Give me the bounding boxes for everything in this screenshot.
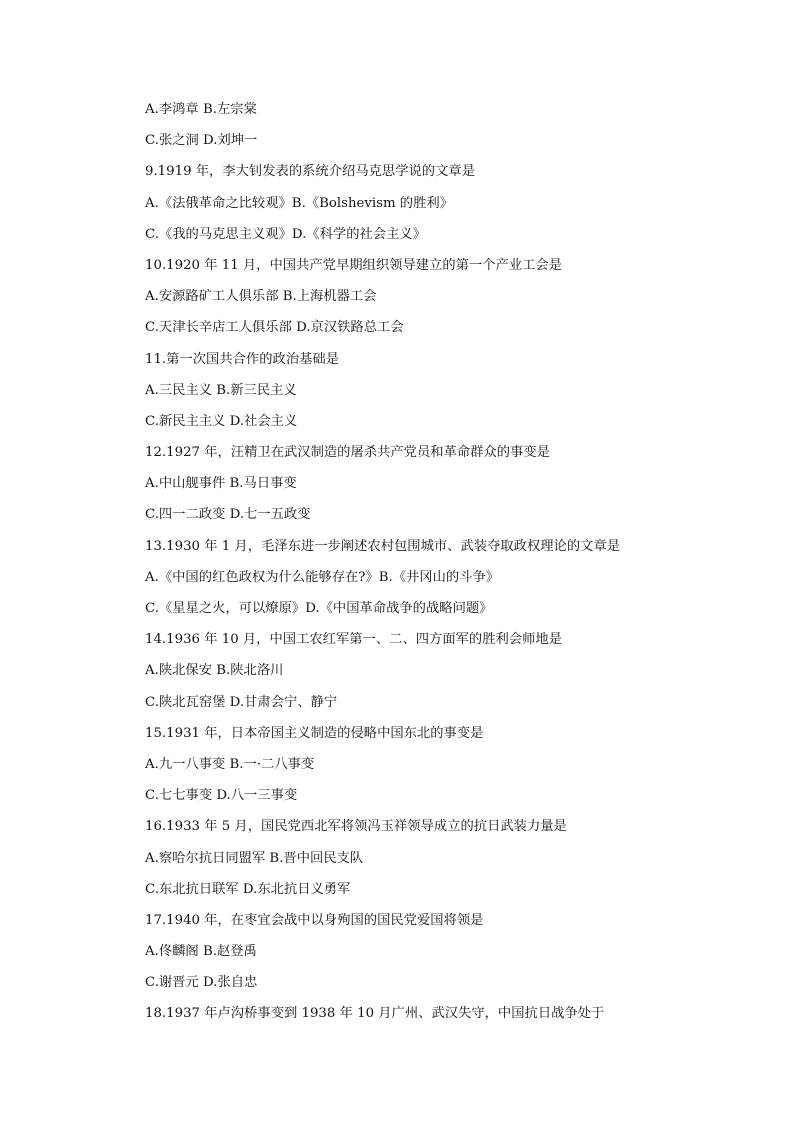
text-line: C.东北抗日联军 D.东北抗日义勇军: [145, 881, 351, 897]
text-line: A.李鸿章 B.左宗棠: [145, 102, 257, 117]
text-line: 17.1940 年，在枣宜会战中以身殉国的国民党爱国将领是: [145, 912, 484, 928]
text-line: 13.1930 年 1 月，毛泽东进一步阐述农村包围城市、武装夺取政权理论的文章是: [145, 538, 621, 554]
text-line: 9.1919 年，李大钊发表的系统介绍马克思学说的文章是: [145, 164, 475, 180]
text-line: A.中山舰事件 B.马日事变: [145, 476, 297, 492]
text-line: C.天津长辛店工人俱乐部 D.京汉铁路总工会: [145, 320, 404, 336]
text-line: A.安源路矿工人俱乐部 B.上海机器工会: [145, 289, 377, 305]
text-line: 18.1937 年卢沟桥事变到 1938 年 10 月广州、武汉失守，中国抗日战争处于: [145, 1006, 605, 1022]
text-line: A.佟麟阁 B.赵登禹: [145, 944, 257, 960]
text-line: A.察哈尔抗日同盟军 B.晋中回民支队: [145, 850, 364, 866]
text-line: A.三民主义 B.新三民主义: [145, 382, 297, 398]
text-line: C.七七事变 D.八一三事变: [145, 788, 298, 804]
text-line: 12.1927 年，汪精卫在武汉制造的屠杀共产党员和革命群众的事变是: [145, 445, 550, 461]
text-line: 16.1933 年 5 月，国民党西北军将领冯玉祥领导成立的抗日武装力量是: [145, 819, 567, 835]
question-text-block: [145, 100, 745, 1036]
text-line: C.张之洞 D.刘坤一: [145, 133, 258, 149]
text-line: A.九一八事变 B.一·二八事变: [145, 756, 315, 772]
text-line: A.《法俄革命之比较观》B.《Bolshevism 的胜利》: [145, 195, 453, 211]
text-line: 10.1920 年 11 月，中国共产党早期组织领导建立的第一个产业工会是: [145, 257, 563, 273]
text-line: C.陕北瓦窑堡 D.甘肃会宁、静宁: [145, 694, 338, 710]
text-line: 11.第一次国共合作的政治基础是: [145, 351, 340, 367]
text-line: C.新民主主义 D.社会主义: [145, 413, 298, 429]
text-line: A.《中国的红色政权为什么能够存在?》B.《井冈山的斗争》: [145, 569, 500, 585]
text-line: C.《星星之火，可以燎原》D.《中国革命战争的战略问题》: [145, 601, 493, 616]
text-line: 15.1931 年，日本帝国主义制造的侵略中国东北的事变是: [145, 725, 484, 741]
text-line: C.四一二政变 D.七一五政变: [145, 507, 311, 523]
text-line: 14.1936 年 10 月，中国工农红军第一、二、四方面军的胜利会师地是: [145, 632, 563, 648]
text-line: C.《我的马克思主义观》D.《科学的社会主义》: [145, 226, 426, 242]
text-line: A.陕北保安 B.陕北洛川: [145, 663, 284, 679]
text-line: C.谢晋元 D.张自忠: [145, 975, 258, 991]
